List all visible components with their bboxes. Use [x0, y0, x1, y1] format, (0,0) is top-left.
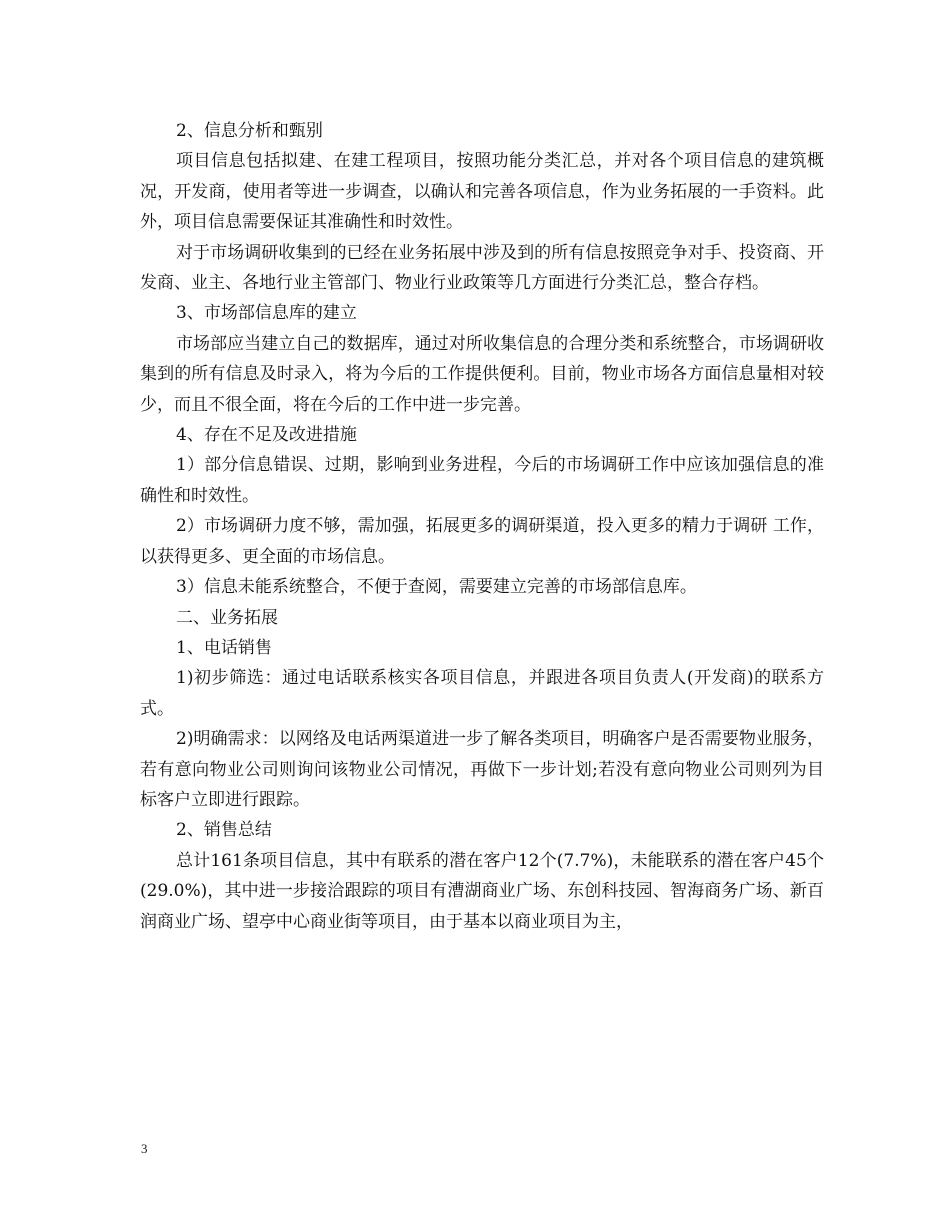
heading-phone-sales: 1、电话销售 — [176, 637, 272, 658]
paragraph: 总计161条项目信息，其中有联系的潜在客户12个(7.7%)，未能联系的潜在客户45个(29.0%)，其中进一步接洽跟踪的项目有漕湖商业广场、东创科技园、智海商务广场、新百润商业广场、望亭中心商业街等项目，由于基本以商业项目为主， — [140, 850, 824, 932]
list-item: 1)初步筛选：通过电话联系核实各项目信息，并跟进各项目负责人(开发商)的联系方式。 — [140, 668, 824, 719]
heading-info-analysis: 2、信息分析和甄别 — [176, 121, 323, 141]
heading-sales-summary: 2、销售总结 — [176, 820, 272, 841]
heading-business-expansion: 二、业务拓展 — [176, 607, 278, 628]
paragraph: 市场部应当建立自己的数据库，通过对所收集信息的合理分类和系统整合，市场调研收集到的所有信息及时录入，将为今后的工作提供便利。目前，物业市场各方面信息量相对较少，而且不很全面，将在今后的工作中进一步完善。 — [140, 333, 824, 415]
page-number: 3 — [141, 1141, 148, 1156]
list-item: 3）信息未能系统整合，不便于查阅，需要建立完善的市场部信息库。 — [176, 577, 697, 598]
list-item: 2)明确需求：以网络及电话两渠道进一步了解各类项目，明确客户是否需要物业服务，若有意向物业公司则询问该物业公司情况，再做下一步计划;若没有意向物业公司则列为目标客户立即进行跟踪。 — [140, 729, 824, 810]
paragraph: 项目信息包括拟建、在建工程项目，按照功能分类汇总，并对各个项目信息的建筑概况，开发商，使用者等进一步调查，以确认和完善各项信息，作为业务拓展的一手资料。此外，项目信息需要保证其准确性和时效性。 — [140, 151, 824, 233]
list-item: 2）市场调研力度不够，需加强，拓展更多的调研渠道，投入更多的精力于调研 工作，以获得更多、更全面的市场信息。 — [140, 516, 824, 567]
list-item: 1）部分信息错误、过期，影响到业务进程，今后的市场调研工作中应该加强信息的准确性和时效性。 — [140, 455, 824, 506]
heading-info-database: 3、市场部信息库的建立 — [176, 303, 357, 324]
heading-shortcomings: 4、存在不足及改进措施 — [176, 425, 357, 446]
paragraph: 对于市场调研收集到的已经在业务拓展中涉及到的所有信息按照竞争对手、投资商、开发商、业主、各地行业主管部门、物业行业政策等几方面进行分类汇总，整合存档。 — [140, 242, 824, 294]
document-body — [140, 116, 824, 937]
